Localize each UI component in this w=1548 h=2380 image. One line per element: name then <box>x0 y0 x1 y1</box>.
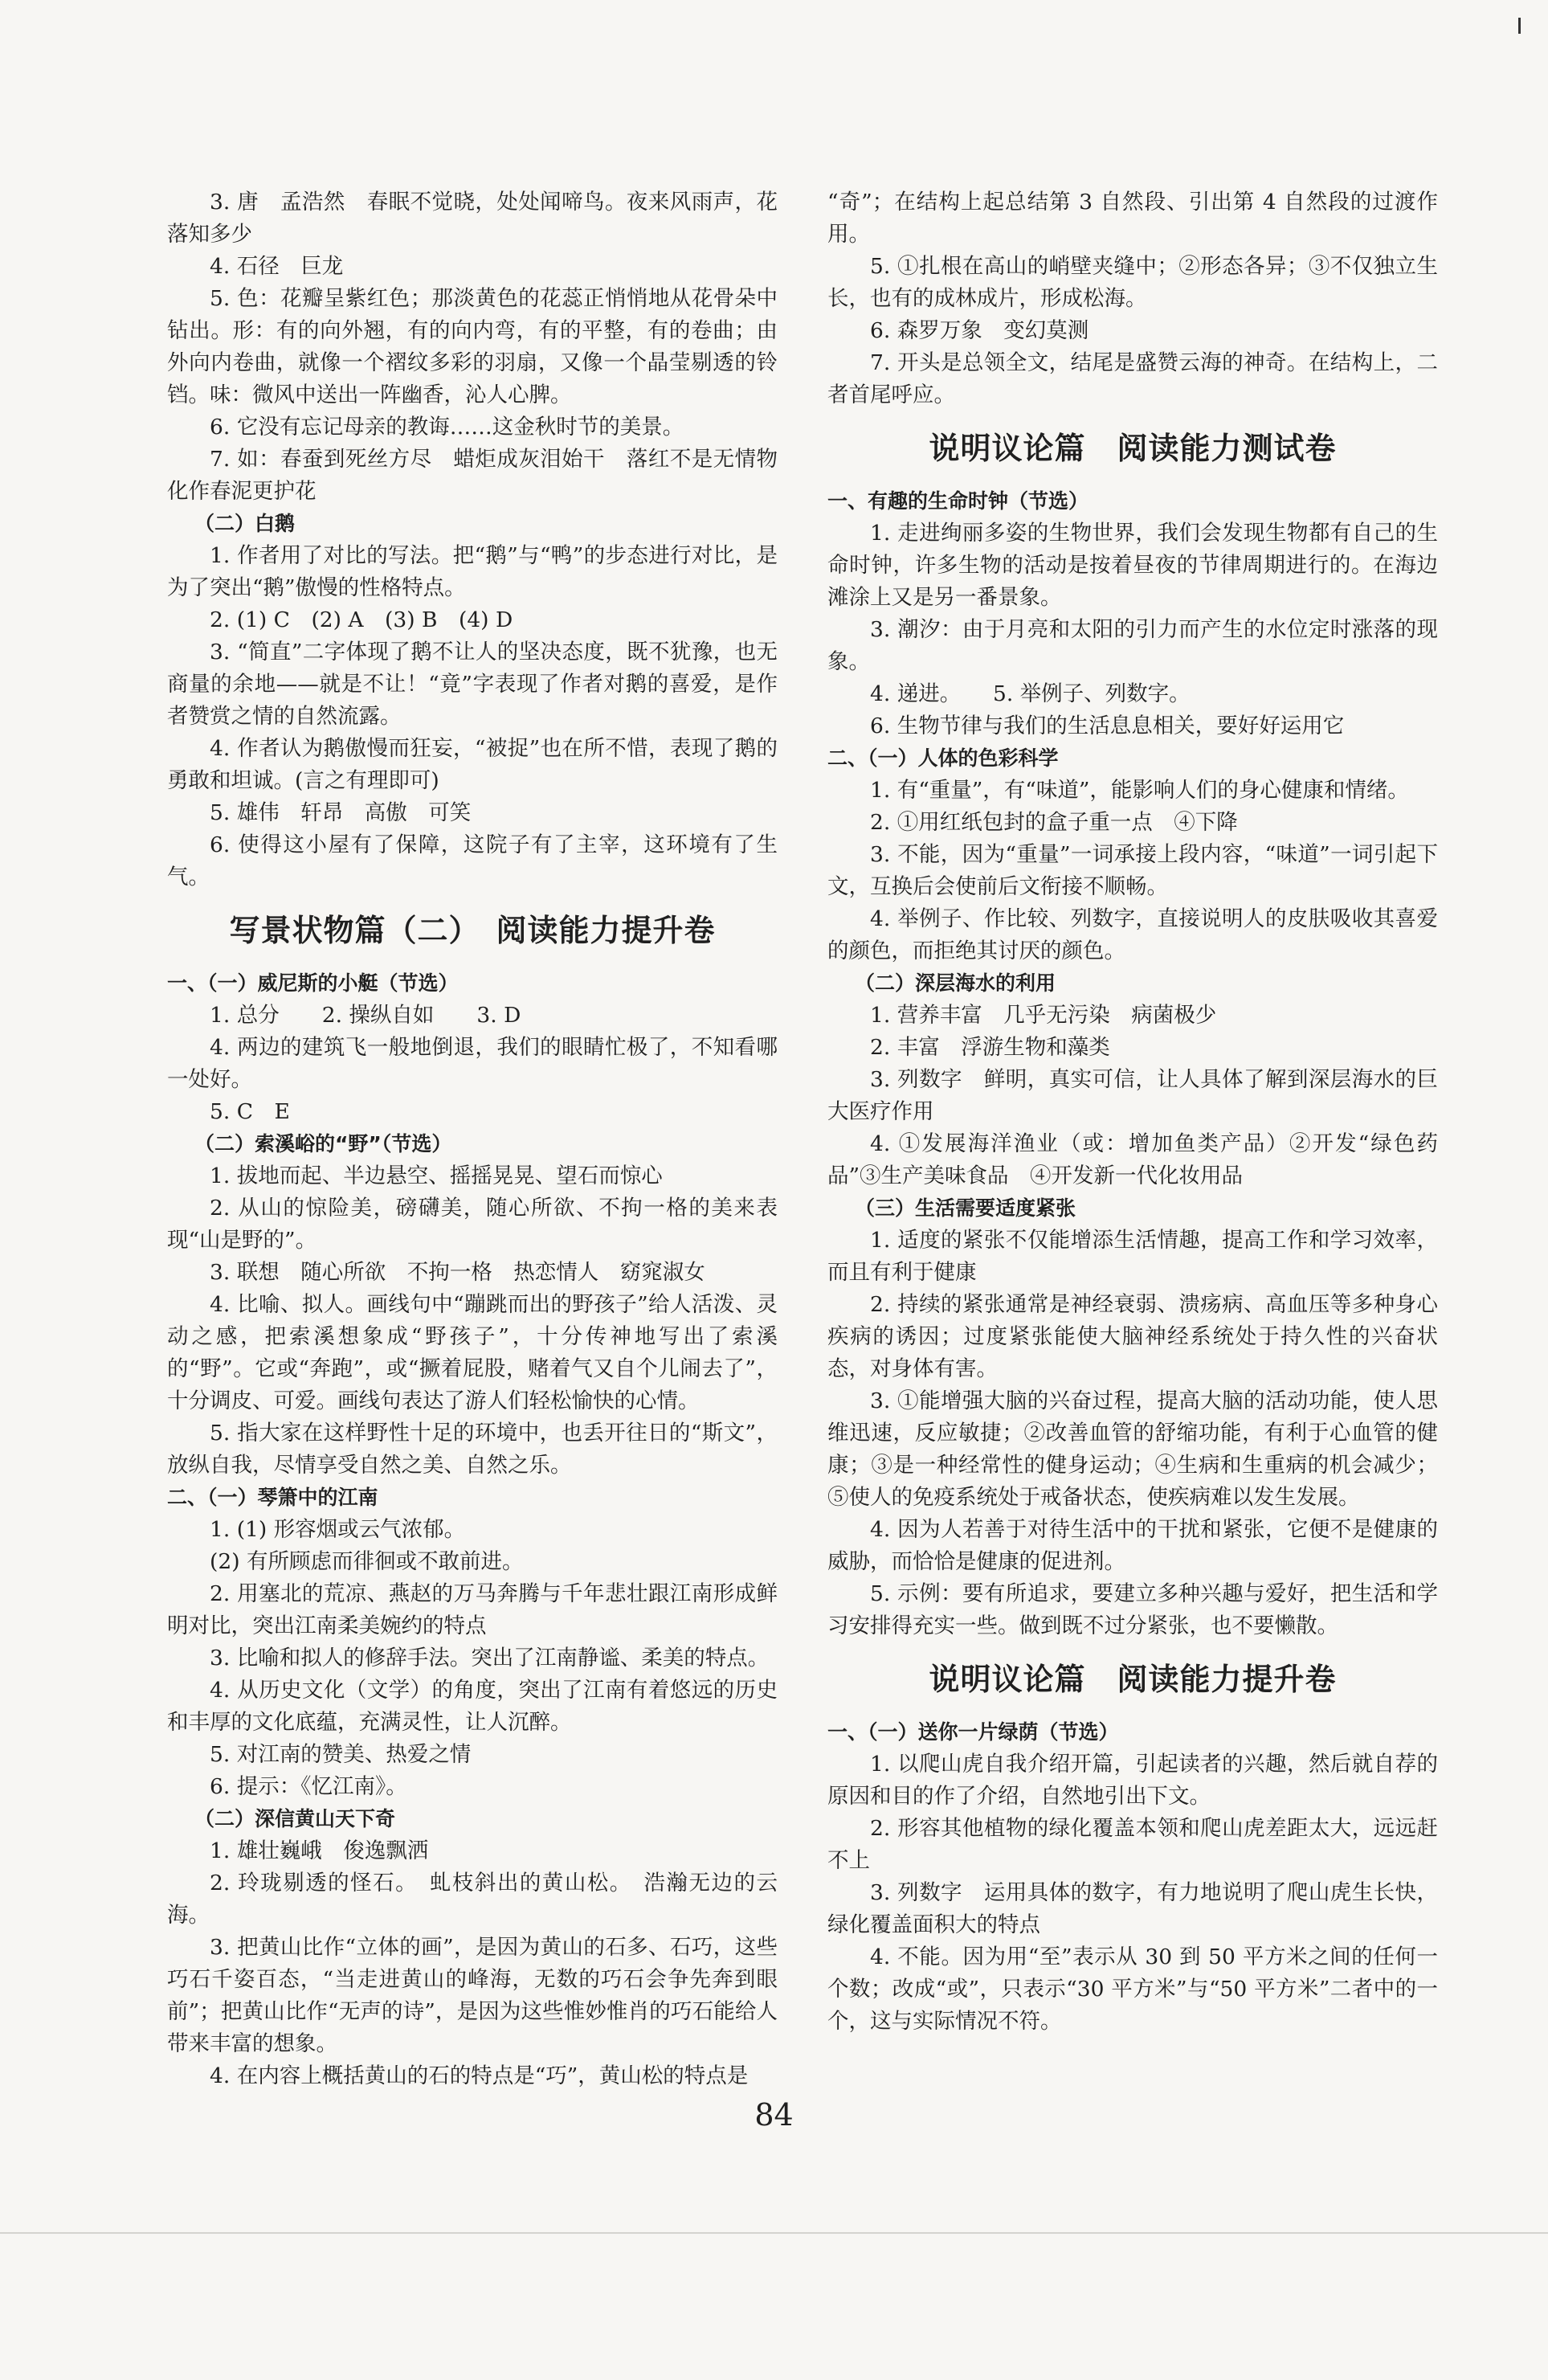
answer-line: 4. 两边的建筑飞一般地倒退，我们的眼睛忙极了，不知看哪一处好。 <box>167 1035 778 1092</box>
answer-line: 7. 开头是总领全文，结尾是盛赞云海的神奇。在结构上，二者首尾呼应。 <box>827 350 1438 407</box>
answer-line: 3. 唐 孟浩然 春眠不觉晓，处处闻啼鸟。夜来风雨声，花落知多少 <box>167 190 778 247</box>
answer-line: 1. 营养丰富 几乎无污染 病菌极少 <box>870 1003 1217 1028</box>
answer-line: 3. 不能，因为“重量”一词承接上段内容，“味道”一词引起下文，互换后会使前后文衔接不顺畅。 <box>827 842 1438 899</box>
left-column <box>167 186 799 2092</box>
answer-line: 3. ①能增强大脑的兴奋过程，提高大脑的活动功能，使人思维迅速，反应敏捷；②改善血管的舒缩功能，有利于心血管的健康；③是一种经常性的健身运动；④生病和生重病的机会减少；⑤使人的免疫系统处于戒备状态，使疾病难以发生发展。 <box>827 1388 1438 1510</box>
corner-mark <box>1518 18 1521 34</box>
subsection-title: （二）索溪峪的“野”（节选） <box>194 1132 452 1155</box>
answer-line: 4. 在内容上概括黄山的石的特点是“巧”，黄山松的特点是 <box>210 2063 749 2088</box>
answer-line: 1. 作者用了对比的写法。把“鹅”与“鸭”的步态进行对比，是为了突出“鹅”傲慢的性格特点。 <box>167 543 778 600</box>
subsection-title: （三）生活需要适度紧张 <box>855 1196 1076 1220</box>
section-heading: 说明议论篇 阅读能力测试卷 <box>929 431 1337 466</box>
answer-line: 5. 指大家在这样野性十足的环境中，也丢开往日的“斯文”，放纵自我，尽情享受自然之美、自然之乐。 <box>167 1421 778 1478</box>
answer-line: 7. 如：春蚕到死丝方尽 蜡炬成灰泪始干 落红不是无情物 化作春泥更护花 <box>167 447 799 504</box>
answer-line: 2. 用塞北的荒凉、燕赵的万马奔腾与千年悲壮跟江南形成鲜明对比，突出江南柔美婉约的特点 <box>167 1581 778 1638</box>
answer-line: 2. 形容其他植物的绿化覆盖本领和爬山虎差距太大，远远赶不上 <box>827 1816 1438 1873</box>
answer-line: 2. 丰富 浮游生物和藻类 <box>870 1035 1110 1060</box>
answer-line: 4. 递进。 5. 举例子、列数字。 <box>870 681 1191 706</box>
bottom-rule <box>0 2232 1548 2234</box>
subsection-title: （二）深层海水的利用 <box>855 971 1056 995</box>
answer-line: 1. 拔地而起、半边悬空、摇摇晃晃、望石而惊心 <box>210 1163 663 1188</box>
answer-line: 1. 雄壮巍峨 俊逸飘洒 <box>210 1838 429 1863</box>
answer-line: 3. 列数字 鲜明，真实可信，让人具体了解到深层海水的巨大医疗作用 <box>827 1067 1438 1124</box>
answer-line: 1. 走进绚丽多姿的生物世界，我们会发现生物都有自己的生命时钟，许多生物的活动是按着昼夜的节律周期进行的。在海边滩涂上又是另一番景象。 <box>827 521 1438 610</box>
section-heading: 说明议论篇 阅读能力提升卷 <box>929 1662 1337 1697</box>
answer-line: 5. 雄伟 轩昂 高傲 可笑 <box>210 800 472 825</box>
answer-line: 4. ①发展海洋渔业（或：增加鱼类产品）②开发“绿色药品”③生产美味食品 ④开发新一代化妆用品 <box>827 1131 1438 1188</box>
subsection-title: 一、有趣的生命时钟（节选） <box>827 489 1089 513</box>
answer-line: 2. 从山的惊险美，磅礴美，随心所欲、不拘一格的美来表现“山是野的”。 <box>167 1196 778 1253</box>
answer-line: 2. (1) C (2) A (3) B (4) D <box>210 607 513 632</box>
answer-line: 3. 把黄山比作“立体的画”，是因为黄山的石多、石巧，这些巧石千姿百态，“当走进黄山的峰海，无数的巧石会争先奔到眼前”；把黄山比作“无声的诗”，是因为这些惟妙惟肖的巧石能给人带来丰富的想象。 <box>167 1935 778 2056</box>
right-column <box>827 186 1438 2038</box>
answer-line: 3. 比喻和拟人的修辞手法。突出了江南静谧、柔美的特点。 <box>210 1646 770 1670</box>
answer-line: 5. C E <box>210 1099 290 1124</box>
answer-line: 5. 示例：要有所追求，要建立多种兴趣与爱好，把生活和学习安排得充实一些。做到既不过分紧张，也不要懒散。 <box>827 1581 1438 1638</box>
answer-line: 6. 提示：《忆江南》。 <box>210 1774 407 1799</box>
answer-line: 1. 有“重量”，有“味道”，能影响人们的身心健康和情绪。 <box>870 778 1409 803</box>
answer-line: 4. 从历史文化（文学）的角度，突出了江南有着悠远的历史和丰厚的文化底蕴，充满灵性，让人沉醉。 <box>167 1678 778 1735</box>
answer-line: 6. 它没有忘记母亲的教诲……这金秋时节的美景。 <box>210 415 684 440</box>
answer-line: 1. 总分 2. 操纵自如 3. D <box>210 1003 521 1028</box>
answer-line: 4. 不能。因为用“至”表示从 30 到 50 平方米之间的任何一个数；改成“或”，只表示“30 平方米”与“50 平方米”二者中的一个，这与实际情况不符。 <box>827 1944 1438 2034</box>
answer-line: 3. 列数字 运用具体的数字，有力地说明了爬山虎生长快，绿化覆盖面积大的特点 <box>827 1880 1438 1937</box>
answer-line: 4. 作者认为鹅傲慢而狂妄，“被捉”也在所不惜，表现了鹅的勇敢和坦诚。(言之有理即可) <box>167 736 778 793</box>
answer-line: 2. 玲珑剔透的怪石。 虬枝斜出的黄山松。 浩瀚无边的云海。 <box>167 1871 778 1928</box>
answer-line: 3. 联想 随心所欲 不拘一格 热恋情人 窈窕淑女 <box>210 1260 705 1285</box>
answer-line: 3. 潮汐：由于月亮和太阳的引力而产生的水位定时涨落的现象。 <box>827 617 1438 674</box>
subsection-title: 一、（一）送你一片绿荫（节选） <box>827 1720 1119 1744</box>
answer-line: 2. 持续的紧张通常是神经衰弱、溃疡病、高血压等多种身心疾病的诱因；过度紧张能使大脑神经系统处于持久性的兴奋状态，对身体有害。 <box>827 1292 1438 1381</box>
answer-line: 1. (1) 形容烟或云气浓郁。 <box>210 1517 466 1542</box>
answer-line: 5. ①扎根在高山的峭壁夹缝中；②形态各异；③不仅独立生长，也有的成林成片，形成松海。 <box>827 254 1438 311</box>
page-number: 84 <box>754 2097 794 2133</box>
subsection-title: 一、（一）威尼斯的小艇（节选） <box>167 971 459 995</box>
answer-line: 4. 因为人若善于对待生活中的干扰和紧张，它便不是健康的威胁，而恰恰是健康的促进剂。 <box>827 1517 1438 1574</box>
answer-line: 5. 色：花瓣呈紫红色；那淡黄色的花蕊正悄悄地从花骨朵中钻出。形：有的向外翘，有的向内弯，有的平整，有的卷曲；由外向内卷曲，就像一个褶纹多彩的羽扇，又像一个晶莹剔透的铃铛。味：微风中送出一阵幽香，沁人心脾。 <box>167 286 778 407</box>
subsection-title: （二）深信黄山天下奇 <box>194 1807 396 1830</box>
answer-line: 1. 以爬山虎自我介绍开篇，引起读者的兴趣，然后就自荐的原因和目的作了介绍，自然地引出下文。 <box>827 1752 1438 1809</box>
answer-line: 4. 石径 巨龙 <box>210 254 344 279</box>
answer-line: 5. 对江南的赞美、热爱之情 <box>210 1742 472 1767</box>
subsection-title: （二）白鹅 <box>194 512 296 535</box>
answer-line: 4. 比喻、拟人。画线句中“蹦跳而出的野孩子”给人活泼、灵动之感，把索溪想象成“野孩子”，十分传神地写出了索溪的“野”。它或“奔跑”，或“撅着屁股，赌着气又自个儿闹去了”，十分调皮、可爱。画线句表达了游人们轻松愉快的心情。 <box>167 1292 778 1413</box>
subsection-title: 二、（一）琴箫中的江南 <box>167 1486 378 1509</box>
section-heading: 写景状物篇（二） 阅读能力提升卷 <box>229 913 716 948</box>
answer-line: 6. 生物节律与我们的生活息息相关，要好好运用它 <box>870 714 1345 738</box>
answer-line: 4. 举例子、作比较、列数字，直接说明人的皮肤吸收其喜爱的颜色，而拒绝其讨厌的颜色。 <box>827 906 1438 963</box>
answer-line: 1. 适度的紧张不仅能增添生活情趣，提高工作和学习效率，而且有利于健康 <box>827 1228 1438 1285</box>
answer-line: 6. 森罗万象 变幻莫测 <box>870 318 1089 343</box>
answer-line: “奇”；在结构上起总结第 3 自然段、引出第 4 自然段的过渡作用。 <box>827 190 1438 247</box>
subsection-title: 二、（一）人体的色彩科学 <box>827 746 1059 770</box>
answer-line: (2) 有所顾虑而徘徊或不敢前进。 <box>210 1549 524 1574</box>
answer-line: 3. “简直”二字体现了鹅不让人的坚决态度，既不犹豫，也无商量的余地——就是不让！“竟”字表现了作者对鹅的喜爱，是作者赞赏之情的自然流露。 <box>167 640 778 729</box>
answer-line: 2. ①用红纸包封的盒子重一点 ④下降 <box>870 810 1238 835</box>
answer-line: 6. 使得这小屋有了保障，这院子有了主宰，这环境有了生气。 <box>167 832 778 889</box>
